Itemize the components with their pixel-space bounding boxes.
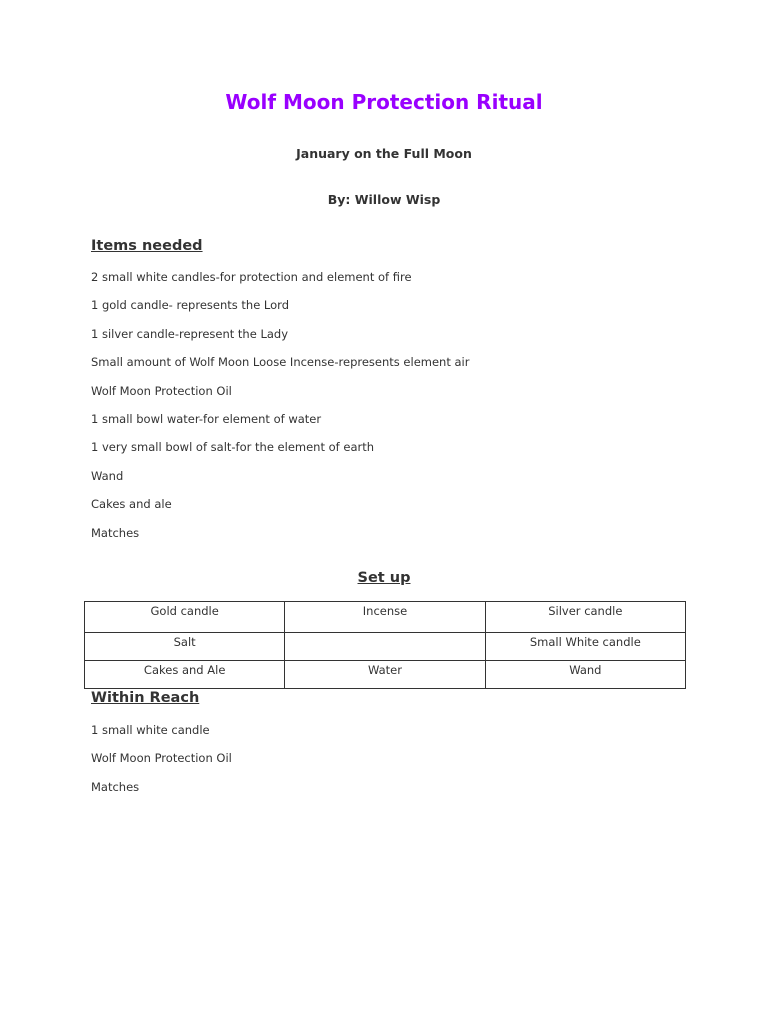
author-line: By: Willow Wisp <box>327 192 441 207</box>
table-cell: Wand <box>485 661 685 689</box>
page-title: Wolf Moon Protection Ritual <box>225 90 543 114</box>
table-row <box>85 602 686 633</box>
table-cell: Gold candle <box>85 602 285 633</box>
list-item: 1 small bowl water-for element of water <box>91 411 322 426</box>
within-reach-list <box>91 722 232 807</box>
list-item: Matches <box>91 525 140 540</box>
list-item: Small amount of Wolf Moon Loose Incense-represents element air <box>91 355 470 370</box>
list-item: 1 very small bowl of salt-for the element of earth <box>91 440 375 455</box>
items-needed-list <box>91 269 469 553</box>
list-item: 2 small white candles-for protection and element of fire <box>91 270 412 284</box>
table-cell: Incense <box>285 602 485 633</box>
list-item: 1 small white candle <box>91 723 210 737</box>
table-cell: Water <box>285 661 485 689</box>
setup-table <box>84 601 686 689</box>
table-cell: Salt <box>85 633 285 661</box>
table-cell <box>285 633 485 661</box>
items-needed-heading: Items needed <box>91 238 203 254</box>
list-item: 1 gold candle- represents the Lord <box>91 298 289 313</box>
table-row <box>85 661 686 689</box>
table-cell: Small White candle <box>485 633 685 661</box>
list-item: 1 silver candle-represent the Lady <box>91 326 289 341</box>
list-item: Matches <box>91 779 140 794</box>
table-cell: Silver candle <box>485 602 685 633</box>
within-reach-heading: Within Reach <box>91 690 200 706</box>
list-item: Wolf Moon Protection Oil <box>91 751 232 766</box>
subtitle: January on the Full Moon <box>296 146 472 161</box>
table-row <box>85 633 686 661</box>
list-item: Wolf Moon Protection Oil <box>91 383 232 398</box>
table-cell: Cakes and Ale <box>85 661 285 689</box>
setup-heading: Set up <box>357 570 411 586</box>
list-item: Wand <box>91 468 124 483</box>
list-item: Cakes and ale <box>91 497 172 512</box>
